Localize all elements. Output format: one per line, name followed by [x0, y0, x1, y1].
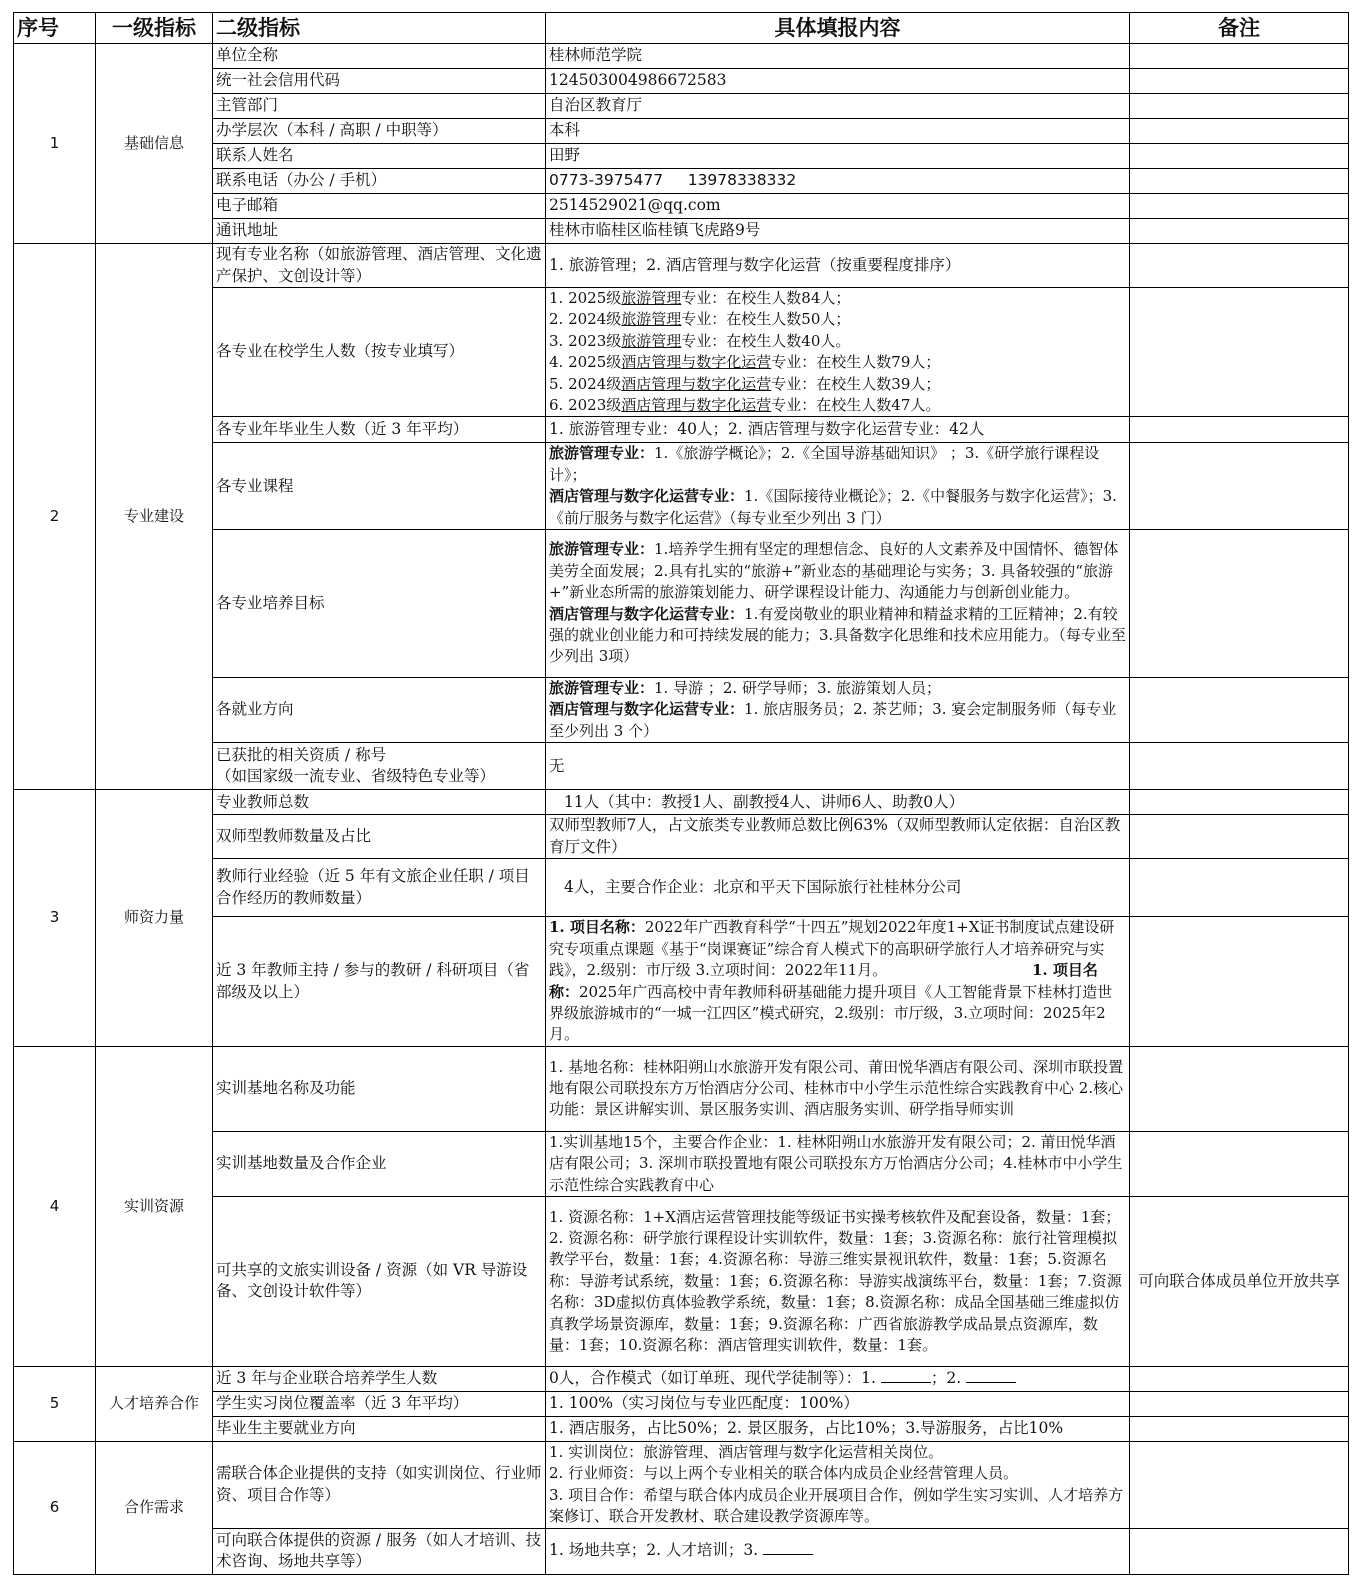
goal-text: 1.培养学生拥有坚定的理想信念、良好的人文素养及中国情怀、德智体美劳全面发展；2.具有扎实的“旅游+”新业态的基础理论与实务；3. 具备较强的“旅游+”新业态所需的旅游策划能力、研学课程设计能力、沟通能力与创新创业能力。 — [549, 540, 1119, 602]
remark-cell — [1130, 1416, 1349, 1441]
blank-field — [881, 1368, 931, 1383]
table-row — [14, 288, 1349, 417]
remark-cell — [1130, 119, 1349, 144]
remark-cell — [1130, 194, 1349, 219]
remark-cell — [1130, 917, 1349, 1046]
remark-cell — [1130, 244, 1349, 288]
indicator-value: 1. 旅游管理；2. 酒店管理与数字化运营（按重要程度排序） — [546, 244, 1130, 288]
remark-cell — [1130, 1366, 1349, 1391]
indicator-label: 联系电话（办公 / 手机） — [213, 169, 546, 194]
remark-cell — [1130, 144, 1349, 169]
table-row — [14, 1046, 1349, 1131]
section-no: 6 — [14, 1441, 96, 1574]
list-item — [549, 352, 1126, 373]
major-label: 酒店管理与数字化运营专业： — [549, 700, 745, 719]
major-label: 旅游管理专业： — [549, 540, 655, 559]
indicator-label: 各专业课程 — [213, 443, 546, 530]
mode-text: ；2. — [930, 1369, 967, 1388]
remark-cell — [1130, 69, 1349, 94]
blank-field — [966, 1368, 1016, 1383]
table-row — [14, 678, 1349, 743]
section-category: 专业建设 — [96, 244, 213, 790]
count-text: 专业：在校生人数50人； — [681, 310, 851, 329]
indicator-label: 近 3 年与企业联合培养学生人数 — [213, 1366, 546, 1391]
header-no: 序号 — [14, 13, 96, 44]
header-remark: 备注 — [1130, 13, 1349, 44]
indicator-label: 毕业生主要就业方向 — [213, 1416, 546, 1441]
major-label: 酒店管理与数字化运营专业： — [549, 487, 745, 506]
remark-cell — [1130, 1131, 1349, 1196]
indicator-label: 统一社会信用代码 — [213, 69, 546, 94]
grade-text: 2. 2024级 — [549, 310, 622, 329]
indicator-label: 可共享的文旅实训设备 / 资源（如 VR 导游设备、文创设计软件等） — [213, 1196, 546, 1366]
header-row — [14, 13, 1349, 44]
indicator-value — [546, 1528, 1130, 1574]
grade-text: 6. 2023级 — [549, 396, 622, 415]
project-text: 2022年广西教育科学“十四五”规划2022年度1+X证书制度试点建设研究专项重点课题《基于“岗课赛证”综合育人模式下的高职研学旅行人才培养研究与实践》，2.级别：市厅级 3.立项时间：2022年11月。 — [549, 918, 1115, 980]
indicator-label: 近 3 年教师主持 / 参与的教研 / 科研项目（省部级及以上） — [213, 917, 546, 1046]
qualification-hint: （如国家级一流专业、省级特色专业等） — [216, 767, 496, 786]
blank-field — [763, 1540, 813, 1555]
resource-text: 1. 场地共享；2. 人才培训；3. — [549, 1541, 764, 1560]
indicator-value: 1. 酒店服务，占比50%；2. 景区服务，占比10%；3.导游服务，占比10% — [546, 1416, 1130, 1441]
table-row — [14, 443, 1349, 530]
indicator-label: 办学层次（本科 / 高职 / 中职等） — [213, 119, 546, 144]
remark-cell — [1130, 288, 1349, 417]
major-name: 酒店管理与数字化运营 — [621, 353, 772, 372]
remark-cell — [1130, 790, 1349, 815]
count-text: 专业：在校生人数39人； — [771, 374, 941, 393]
indicator-value: 1.实训基地15个，主要合作企业：1. 桂林阳朔山水旅游开发有限公司；2. 莆田悦华酒店有限公司；3. 深圳市联投置地有限公司联投东方万怡酒店分公司；4.桂林市中小学生示范性综合实践教育中心 — [546, 1131, 1130, 1196]
count-text: 专业：在校生人数79人； — [771, 353, 941, 372]
section-category: 实训资源 — [96, 1046, 213, 1366]
remark-cell — [1130, 859, 1349, 917]
table-row — [14, 169, 1349, 194]
section-no: 5 — [14, 1366, 96, 1441]
section-category: 师资力量 — [96, 790, 213, 1046]
indicator-value: 1. 旅游管理专业：40人；2. 酒店管理与数字化运营专业：42人 — [546, 417, 1130, 443]
table-row — [14, 1416, 1349, 1441]
grade-text: 3. 2023级 — [549, 331, 622, 350]
indicator-label: 主管部门 — [213, 94, 546, 119]
project-text: 2025年广西高校中青年教师科研基础能力提升项目《人工智能背景下桂林打造世界级旅游城市的“一城一江四区”模式研究，2.级别：市厅级，3.立项时间：2025年2月。 — [549, 982, 1113, 1044]
list-item — [549, 309, 1126, 330]
indicator-value: 田野 — [546, 144, 1130, 169]
indicator-label: 各专业培养目标 — [213, 530, 546, 678]
major-name: 酒店管理与数字化运营 — [621, 374, 772, 393]
major-name: 酒店管理与数字化运营 — [621, 396, 772, 415]
goal-text: 1.有爱岗敬业的职业精神和精益求精的工匠精神；2.有较强的就业创业能力和可持续发展的能力；3.具备数字化思维和技术应用能力。（每专业至少列出 3项） — [549, 604, 1126, 666]
major-name: 旅游管理 — [621, 289, 682, 307]
major-label: 旅游管理专业： — [549, 679, 655, 698]
direction-text: 1. 导游 ；2. 研学导师；3. 旅游策划人员； — [654, 679, 942, 698]
project-label: 1. 项目名称： — [549, 961, 1098, 1001]
table-row — [14, 119, 1349, 144]
list-item: 2. 行业师资：与以上两个专业相关的联合体内成员企业经营管理人员。 — [549, 1464, 1019, 1483]
indicator-label: 各专业在校学生人数（按专业填写） — [213, 288, 546, 417]
table-row — [14, 244, 1349, 288]
indicator-label: 学生实习岗位覆盖率（近 3 年平均） — [213, 1391, 546, 1416]
count-text: 专业：在校生人数47人。 — [771, 396, 941, 415]
remark-cell — [1130, 1528, 1349, 1574]
indicator-label: 单位全称 — [213, 44, 546, 69]
remark-cell — [1130, 443, 1349, 530]
table-row — [14, 94, 1349, 119]
indicator-value: 124503004986672583 — [546, 69, 1130, 94]
major-label: 酒店管理与数字化运营专业： — [549, 604, 745, 623]
section-no: 1 — [14, 44, 96, 244]
indicator-value: 1. 100%（实习岗位与专业匹配度：100%） — [546, 1391, 1130, 1416]
indicator-value: 0773-3975477 13978338332 — [546, 169, 1130, 194]
major-name: 旅游管理 — [621, 331, 682, 350]
table-row — [14, 1196, 1349, 1366]
remark-cell — [1130, 44, 1349, 69]
indicator-label: 可向联合体提供的资源 / 服务（如人才培训、技术咨询、场地共享等） — [213, 1528, 546, 1574]
course-text: 1.《国际接待业概论》；2.《中餐服务与数字化运营》；3.《前厅服务与数字化运营》（每专业至少列出 3 门） — [549, 487, 1117, 527]
section-no: 2 — [14, 244, 96, 790]
indicator-label: 各就业方向 — [213, 678, 546, 743]
indicator-label: 教师行业经验（近 5 年有文旅企业任职 / 项目合作经历的教师数量） — [213, 859, 546, 917]
support-needs — [546, 1441, 1130, 1528]
count-text: 专业：在校生人数84人； — [681, 289, 851, 307]
header-level2: 二级指标 — [213, 13, 546, 44]
indicator-value: 1. 资源名称：1+X酒店运营管理技能等级证书实操考核软件及配套设备，数量：1套；2. 资源名称：研学旅行课程设计实训软件，数量：1套；3.资源名称：旅行社管理模拟教学平台，数量：1套；4.资源名称：导游三维实景视讯软件，数量：1套；5.资源名称：导游考试系统，数量：1套；6.资源名称：导游实战演练平台，数量：1套；7.资源名称：3D虚拟仿真体验教学系统，数量：1套；8.资源名称：成品全国基础三维虚拟仿真教学场景资源库，数量：1套；9.资源名称：广西省旅游教学成品景点资源库，数量：1套；10.资源名称：酒店管理实训软件，数量：1套。 — [546, 1196, 1130, 1366]
research-projects — [546, 917, 1130, 1046]
table-row — [14, 1441, 1349, 1528]
indicator-label: 实训基地名称及功能 — [213, 1046, 546, 1131]
training-goals — [546, 530, 1130, 678]
header-content: 具体填报内容 — [546, 13, 1130, 44]
indicator-value — [546, 1366, 1130, 1391]
remark-cell — [1130, 1391, 1349, 1416]
indicator-value: 本科 — [546, 119, 1130, 144]
table-row — [14, 1528, 1349, 1574]
indicator-value: 自治区教育厅 — [546, 94, 1130, 119]
table-row — [14, 69, 1349, 94]
indicator-label: 通讯地址 — [213, 219, 546, 244]
remark-cell — [1130, 1046, 1349, 1131]
header-level1: 一级指标 — [96, 13, 213, 44]
list-item: 3. 项目合作：希望与联合体内成员企业开展项目合作，例如学生实习实训、人才培养方案修订、联合开发教材、联合建设教学资源库等。 — [549, 1485, 1124, 1526]
indicator-label: 各专业年毕业生人数（近 3 年平均） — [213, 417, 546, 443]
indicator-label — [213, 743, 546, 790]
indicator-value: 2514529021@qq.com — [546, 194, 1130, 219]
indicator-label: 专业教师总数 — [213, 790, 546, 815]
remark-cell — [1130, 219, 1349, 244]
table-row — [14, 790, 1349, 815]
section-category: 合作需求 — [96, 1441, 213, 1574]
indicator-value: 双师型教师7人，占文旅类专业教师总数比例63%（双师型教师认定依据：自治区教育厅文件） — [546, 815, 1130, 859]
table-row — [14, 530, 1349, 678]
list-item: 1. 实训岗位：旅游管理、酒店管理与数字化运营相关岗位。 — [549, 1442, 944, 1461]
indicator-value: 1. 基地名称：桂林阳朔山水旅游开发有限公司、莆田悦华酒店有限公司、深圳市联投置地有限公司联投东方万怡酒店分公司、桂林市中小学生示范性综合实践教育中心 2.核心功能：景区讲解实训、景区服务实训、酒店服务实训、研学指导师实训 — [546, 1046, 1130, 1131]
grade-text: 1. 2025级 — [549, 289, 622, 307]
indicator-value: 无 — [546, 743, 1130, 790]
table-row — [14, 743, 1349, 790]
course-text: 1.《旅游学概论》；2.《全国导游基础知识》 ；3.《研学旅行课程设计》； — [549, 444, 1100, 484]
major-label: 旅游管理专业： — [549, 444, 655, 463]
list-item — [549, 374, 1126, 395]
remark-cell — [1130, 94, 1349, 119]
remark-cell — [1130, 678, 1349, 743]
course-list — [546, 443, 1130, 530]
table-row — [14, 859, 1349, 917]
major-name: 旅游管理 — [621, 310, 682, 329]
table-row — [14, 1391, 1349, 1416]
indicator-label: 联系人姓名 — [213, 144, 546, 169]
remark-cell — [1130, 815, 1349, 859]
list-item — [549, 331, 1126, 352]
mode-text: 0人，合作模式（如订单班、现代学徒制等）：1. — [549, 1369, 881, 1388]
remark-cell — [1130, 169, 1349, 194]
indicator-value: 桂林市临桂区临桂镇飞虎路9号 — [546, 219, 1130, 244]
remark-cell: 可向联合体成员单位开放共享 — [1130, 1196, 1349, 1366]
student-count-list — [546, 288, 1130, 417]
table-row — [14, 194, 1349, 219]
remark-cell — [1130, 743, 1349, 790]
project-label: 1. 项目名称： — [549, 918, 645, 937]
table-row — [14, 44, 1349, 69]
section-no: 3 — [14, 790, 96, 1046]
indicator-label: 双师型教师数量及占比 — [213, 815, 546, 859]
table-row — [14, 917, 1349, 1046]
info-table — [13, 12, 1349, 1575]
table-row — [14, 417, 1349, 443]
indicator-label: 现有专业名称（如旅游管理、酒店管理、文化遗产保护、文创设计等） — [213, 244, 546, 288]
remark-cell — [1130, 1441, 1349, 1528]
section-category: 基础信息 — [96, 44, 213, 244]
section-no: 4 — [14, 1046, 96, 1366]
count-text: 专业：在校生人数40人。 — [681, 331, 851, 350]
list-item — [549, 288, 1126, 309]
qualification-label: 已获批的相关资质 / 称号 — [216, 745, 387, 764]
indicator-value: 桂林师范学院 — [546, 44, 1130, 69]
table-row — [14, 1366, 1349, 1391]
indicator-value: 4人，主要合作企业：北京和平天下国际旅行社桂林分公司 — [546, 859, 1130, 917]
remark-cell — [1130, 417, 1349, 443]
indicator-label: 需联合体企业提供的支持（如实训岗位、行业师资、项目合作等） — [213, 1441, 546, 1528]
list-item — [549, 395, 1126, 416]
table-row — [14, 144, 1349, 169]
grade-text: 5. 2024级 — [549, 374, 622, 393]
table-row — [14, 815, 1349, 859]
indicator-label: 电子邮箱 — [213, 194, 546, 219]
indicator-label: 实训基地数量及合作企业 — [213, 1131, 546, 1196]
grade-text: 4. 2025级 — [549, 353, 622, 372]
direction-text: 1. 旅店服务员；2. 茶艺师；3. 宴会定制服务师（每专业至少列出 3 个） — [549, 700, 1117, 740]
table-row — [14, 1131, 1349, 1196]
indicator-value: 11人（其中：教授1人、副教授4人、讲师6人、助教0人） — [546, 790, 1130, 815]
employment-directions — [546, 678, 1130, 743]
section-category: 人才培养合作 — [96, 1366, 213, 1441]
table-row — [14, 219, 1349, 244]
remark-cell — [1130, 530, 1349, 678]
